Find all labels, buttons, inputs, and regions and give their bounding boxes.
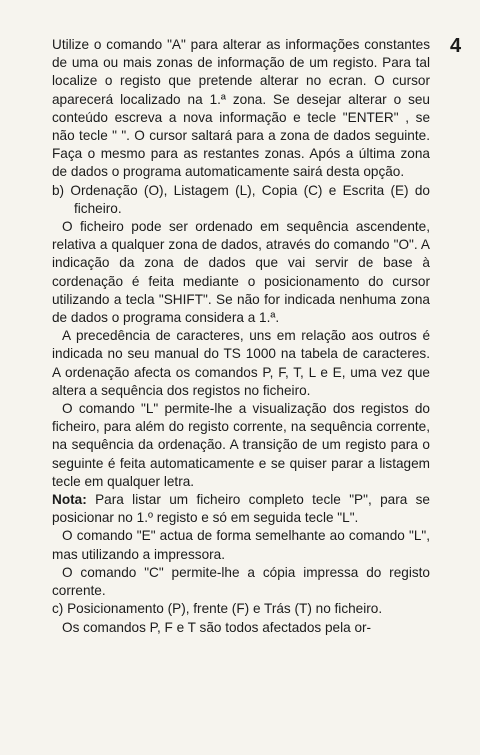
write-command-paragraph: O comando "E" actua de forma semelhante ao comando "L", mas utilizando a impressora. [52,528,430,562]
page-number: 4 [450,35,462,57]
list-command-paragraph: O comando "L" permite-lhe a visualização dos registos do ficheiro, para além do registo corrente, na sequência corrente, na sequência da ordenação. A transição de um registo para o seguinte é feita automaticamente e se quiser parar a listagem tecle em qualquer letra. [52,401,430,489]
item-c-heading: c) Posicionamento (P), frente (F) e Trás (T) no ficheiro. [52,601,383,617]
precedence-paragraph: A precedência de caracteres, uns em relação aos outros é indicada no seu manual do TS 1000 na tabela de caracteres. A ordenação afecta os comandos P, F, T, L e E, uma vez que altera a sequência dos registos no ficheiro. [52,328,430,398]
sort-paragraph: O ficheiro pode ser ordenado em sequência ascendente, relativa a qualquer zona de dados, através do comando "O". A indicação da zona de dados que vai servir de base à cordenação é feita mediante o posicionamento do cursor utilizando a tecla "SHIFT". Se não for indicada nenhuma zona de dados o programa considera a 1.ª. [52,219,430,326]
note-paragraph [52,491,430,527]
note-text: Para listar um ficheiro completo tecle "P", para se posicionar no 1.º registo e só em seguida tecle "L". [52,492,430,526]
note-label: Nota: [52,492,87,508]
copy-command-paragraph: O comando "C" permite-lhe a cópia impressa do registo corrente. [52,564,430,599]
position-commands-paragraph: Os comandos P, F e T são todos afectados pela or- [62,619,372,635]
intro-paragraph: Utilize o comando "A" para alterar as informações constantes de uma ou mais zonas de informação de um registo. Para tal localize o registo que pretende alterar no ecran. O cursor aparecerá localizado na 1.ª zona. Se desejar alterar o seu conteúdo escreva a nova informação e tecle "ENTER" , se não tecle " ". O cursor saltará para a zona de dados seguinte. Faça o mesmo para as restantes zonas. Após a última zona de dados o programa automaticamente sairá desta opção. [52,37,430,180]
item-b-heading: b) Ordenação (O), Listagem (L), Copia (C) e Escrita (E) do ficheiro. [52,182,430,216]
